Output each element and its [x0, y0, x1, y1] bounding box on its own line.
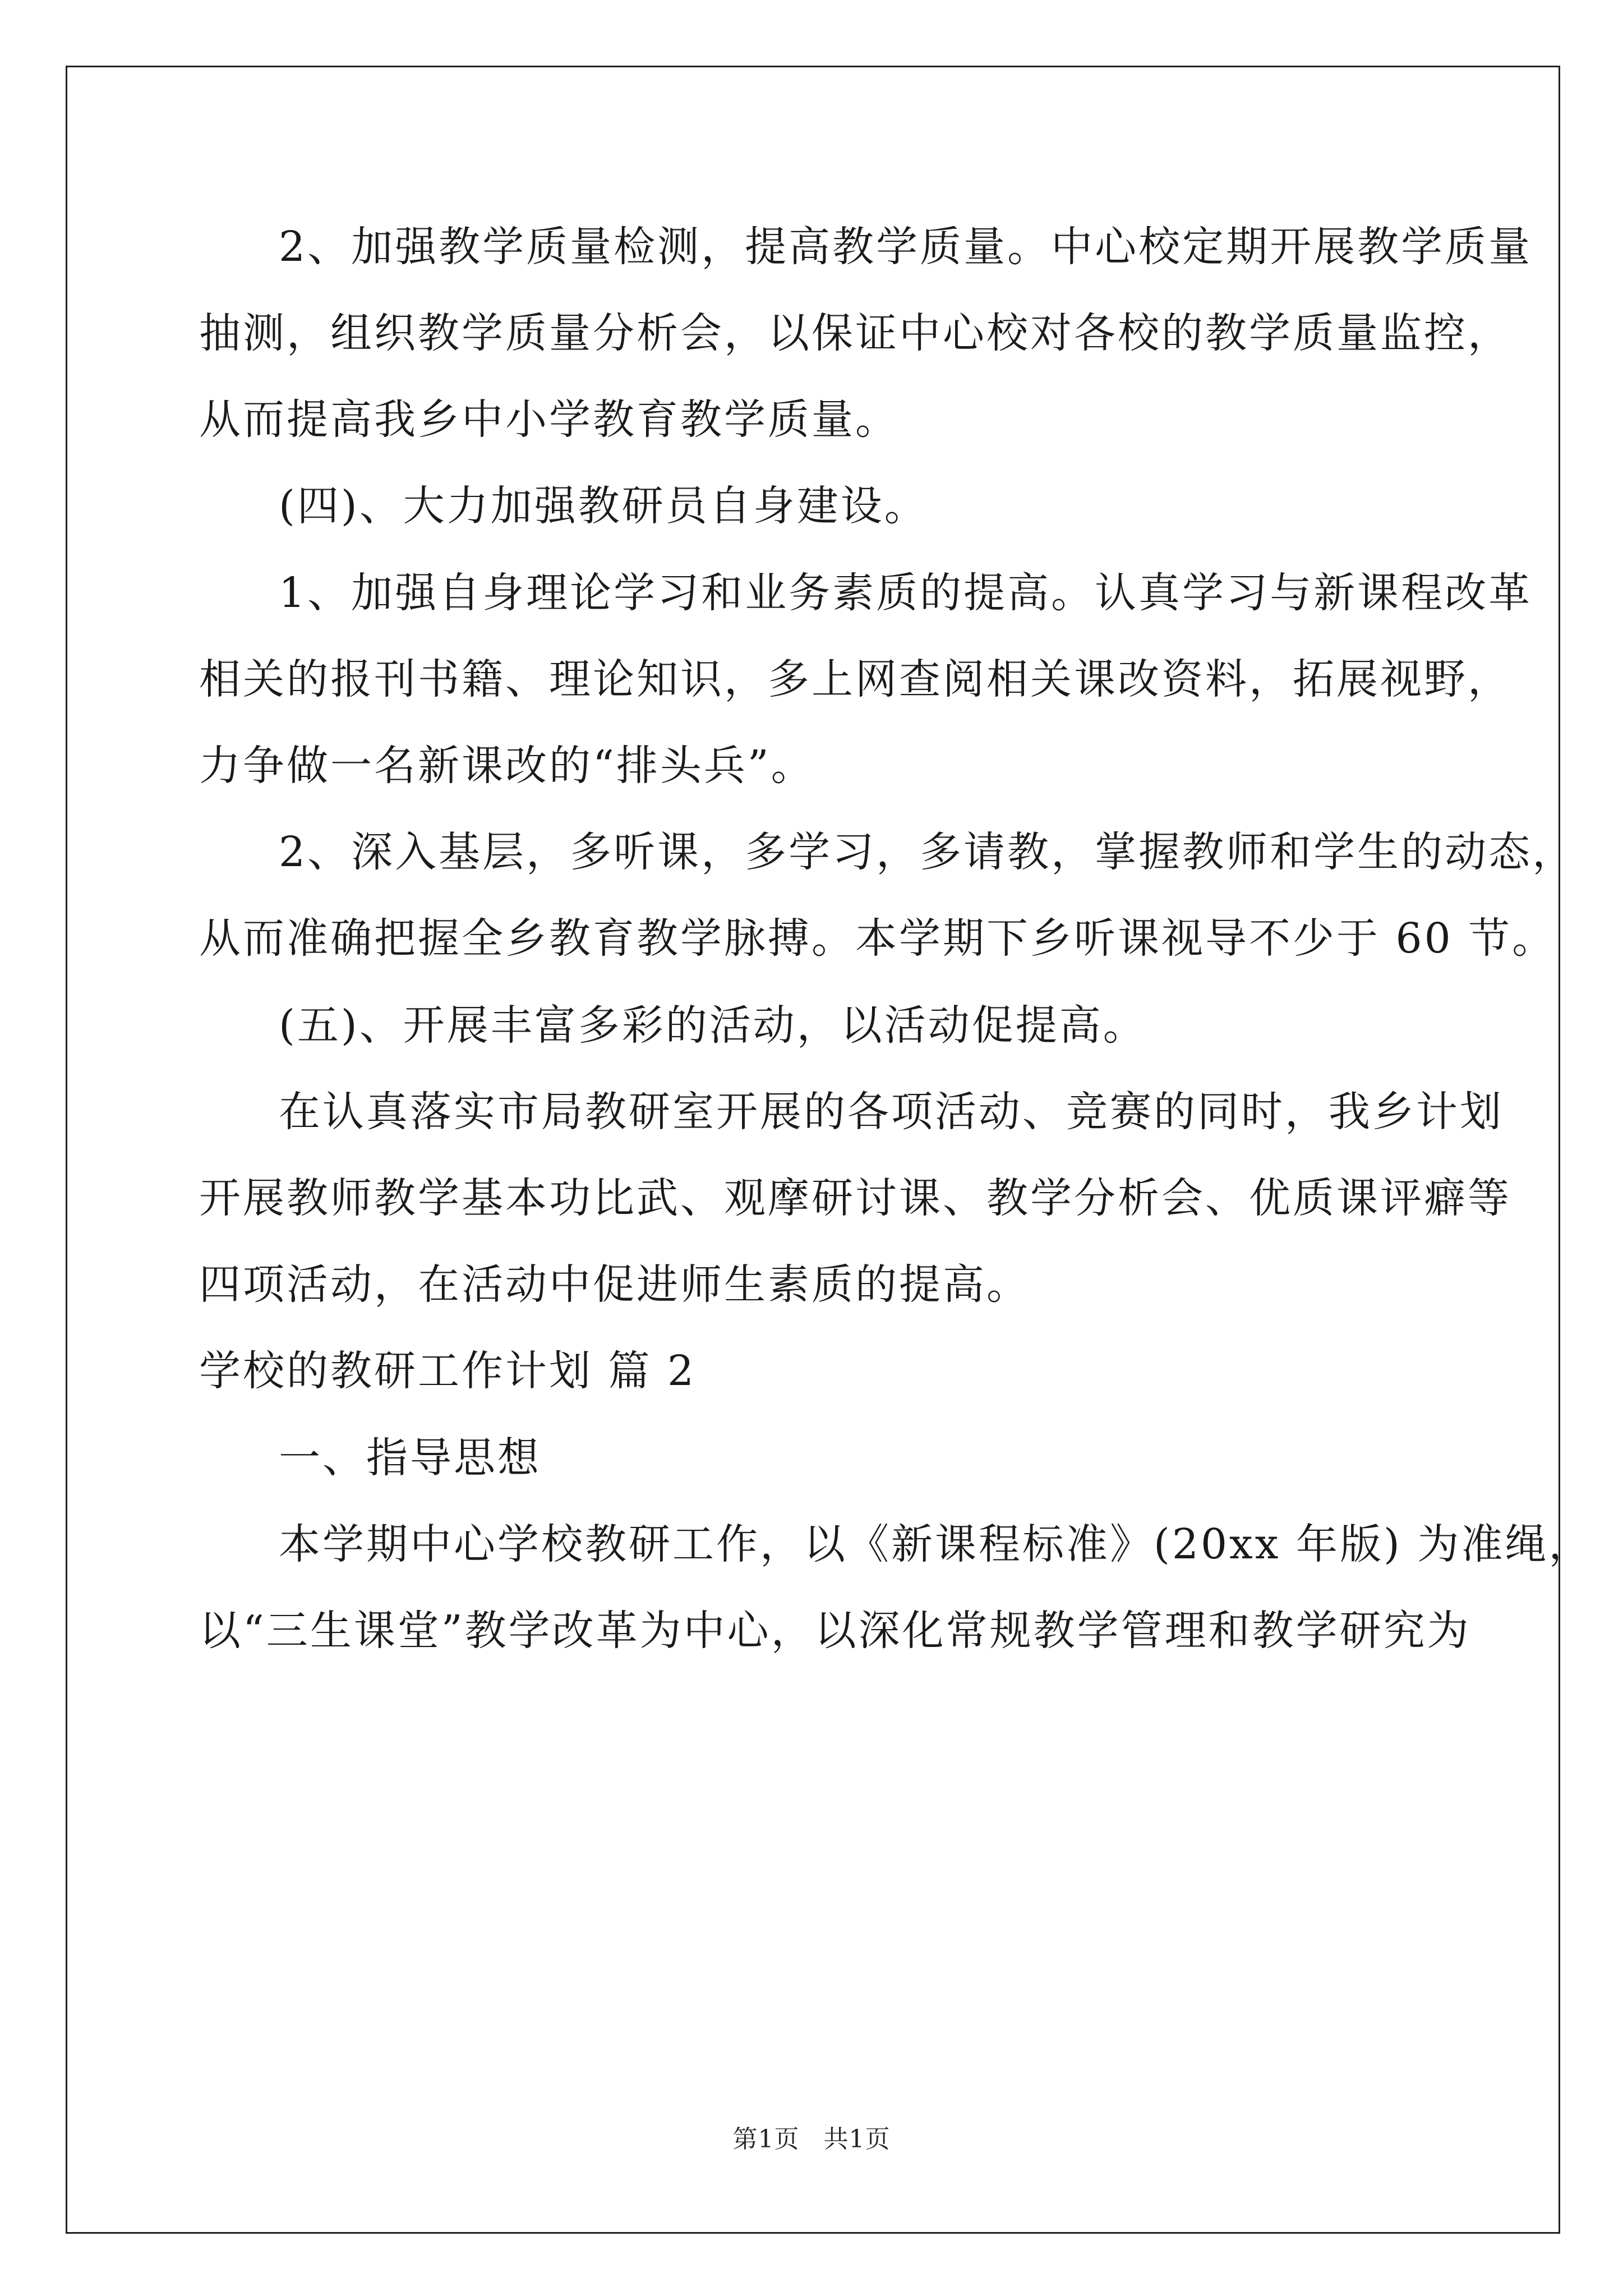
paragraph-line: 在认真落实市局教研室开展的各项活动、竞赛的同时，我乡计划 — [279, 1088, 1504, 1136]
paragraph-line: 相关的报刊书籍、理论知识，多上网查阅相关课改资料，拓展视野， — [199, 655, 1511, 703]
paragraph-line: 四项活动，在活动中促进师生素质的提高。 — [199, 1260, 1030, 1309]
paragraph-line: 2、加强教学质量检测，提高教学质量。中心校定期开展教学质量 — [279, 223, 1533, 271]
section-heading: (四)、大力加强教研员自身建设。 — [279, 482, 928, 530]
paragraph-line: 以“三生课堂”教学改革为中心，以深化常规教学管理和教学研究为 — [199, 1607, 1471, 1655]
paragraph-line: 开展教师教学基本功比武、观摩研讨课、教学分析会、优质课评癖等 — [199, 1174, 1511, 1222]
paragraph-line: 抽测，组织教学质量分析会，以保证中心校对各校的教学质量监控， — [199, 309, 1511, 357]
section-heading: (五)、开展丰富多彩的活动，以活动促提高。 — [279, 1001, 1147, 1050]
page-number: 第1页 — [732, 2125, 800, 2154]
paragraph-line: 从而提高我乡中小学教育教学质量。 — [199, 395, 899, 444]
paragraph-line: 从而准确把握全乡教育教学脉搏。本学期下乡听课视导不少于 60 节。 — [199, 914, 1556, 963]
paragraph-line: 本学期中心学校教研工作，以《新课程标准》(20xx 年版) 为准绳， — [279, 1520, 1593, 1568]
section-heading: 一、指导思想 — [279, 1434, 541, 1482]
paragraph-line: 力争做一名新课改的“排头兵”。 — [199, 742, 815, 790]
page-border — [66, 66, 1560, 2234]
paragraph-line: 2、深入基层，多听课，多学习，多请教，掌握教师和学生的动态， — [279, 828, 1576, 876]
paragraph-line: 1、加强自身理论学习和业务素质的提高。认真学习与新课程改革 — [279, 569, 1533, 617]
document-title: 学校的教研工作计划 篇 2 — [199, 1347, 697, 1395]
page-footer — [0, 2123, 1623, 2156]
page-total: 共1页 — [823, 2125, 891, 2154]
